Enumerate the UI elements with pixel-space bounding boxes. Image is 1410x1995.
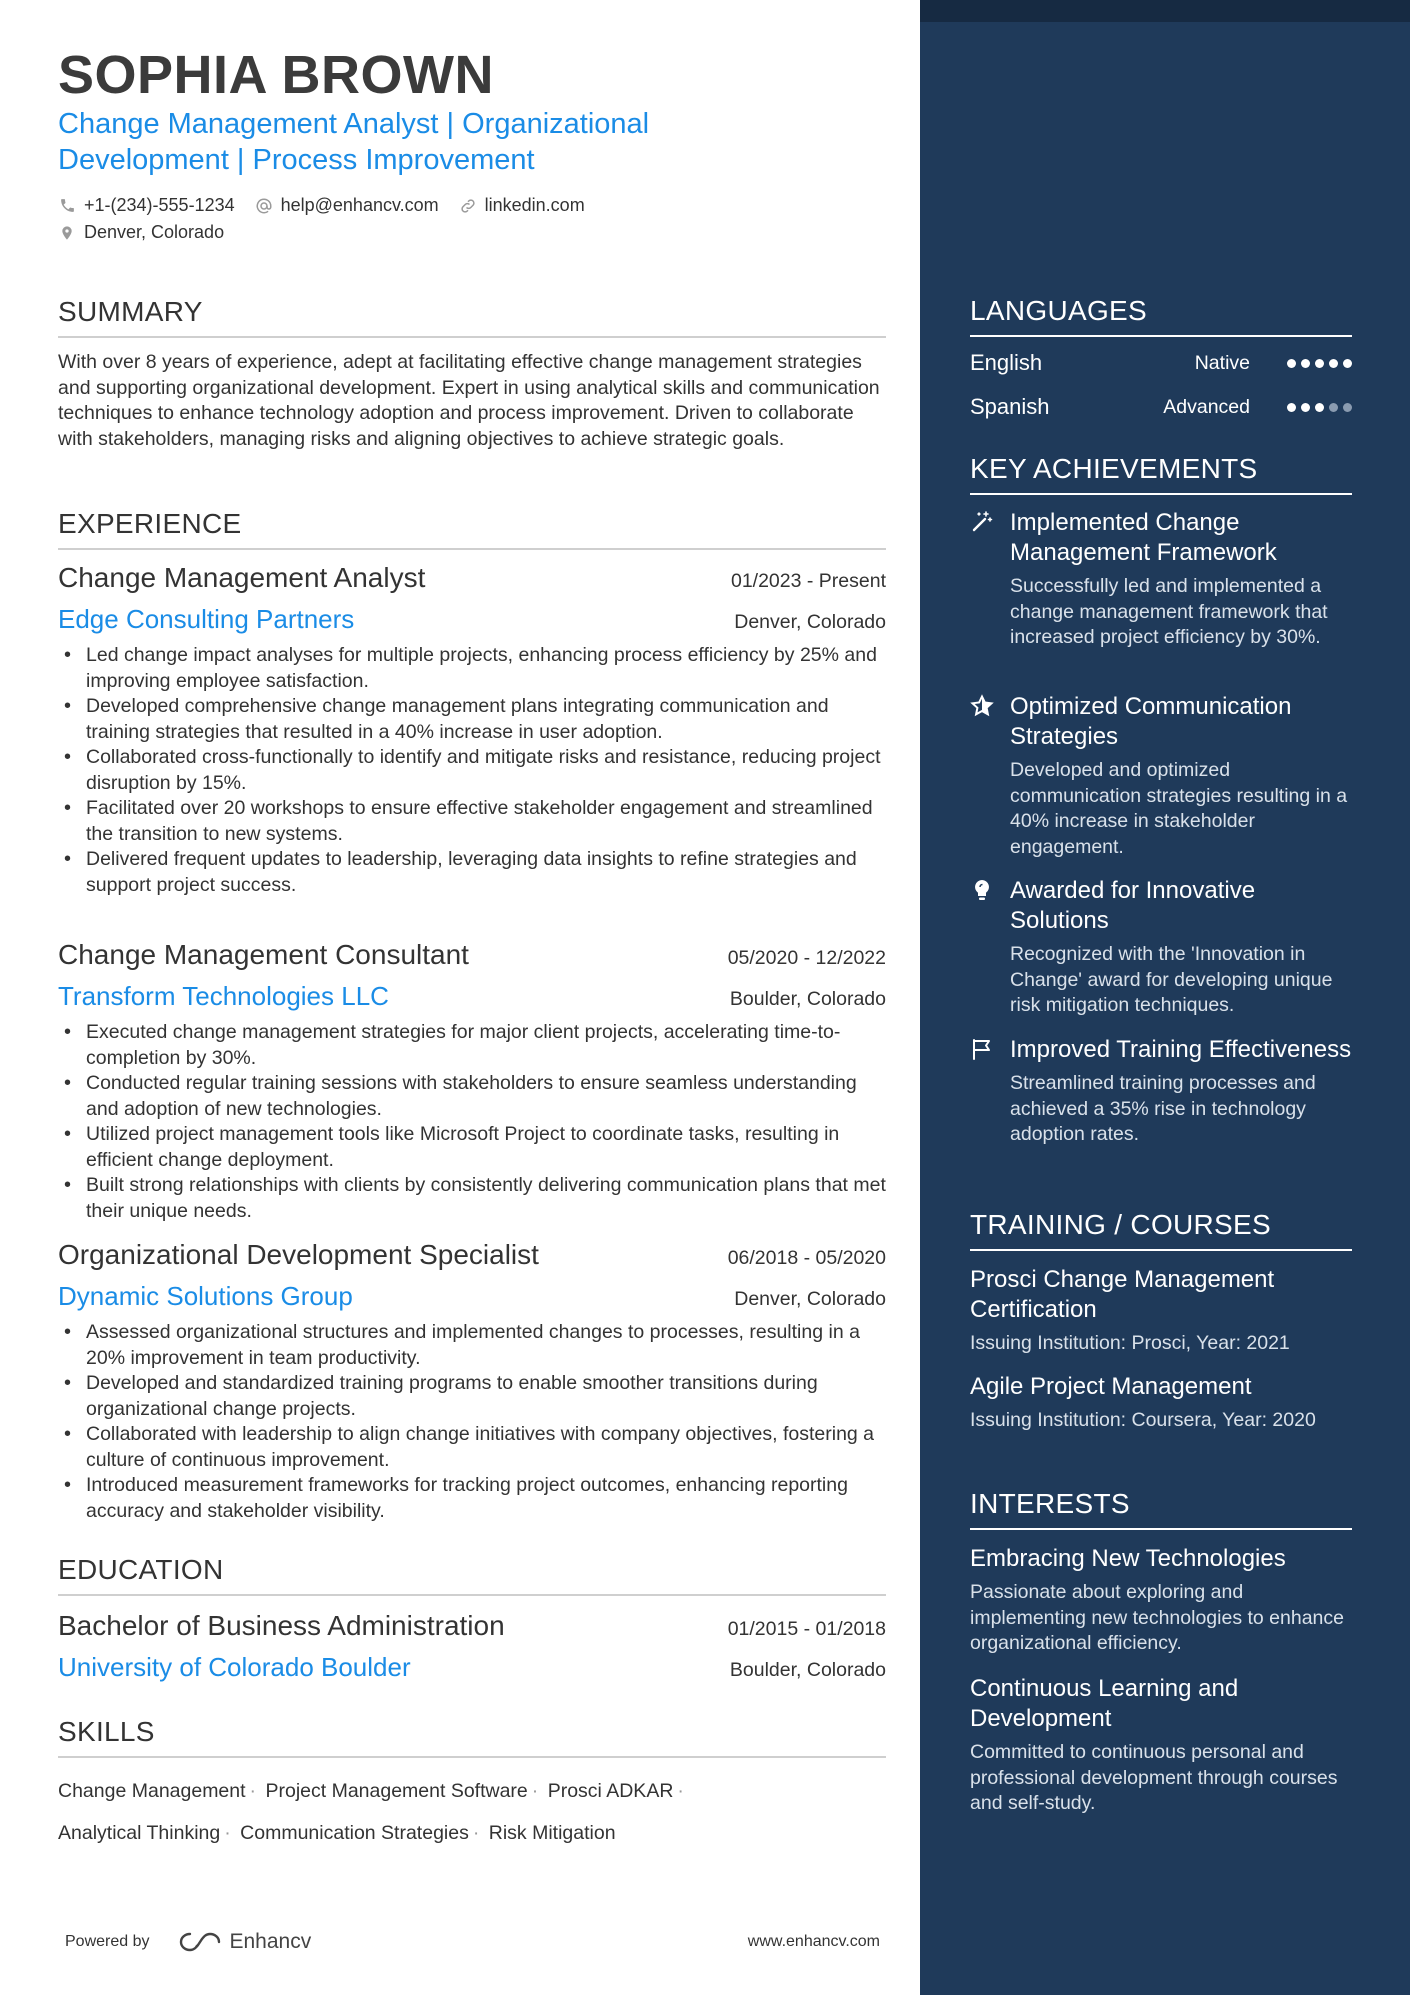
summary-text: With over 8 years of experience, adept at facilitating effective change management strategies and supporting organizational development. Expert in using analytical skills and communication techniques to enhance technology adoption and process improvement. Driven to collaborate with stakeholders, managing risks and aligning objectives to achieve strategic goals. (58, 351, 880, 450)
job-entry (58, 562, 886, 898)
achievement-item (970, 692, 1352, 860)
languages-heading: LANGUAGES (970, 295, 1352, 337)
interest-item (970, 1544, 1352, 1657)
footer (65, 1930, 880, 1954)
bullet-item: • Developed and standardized training programs to enable smoother transitions during organizational change projects. (58, 1371, 886, 1422)
bullet-item: • Collaborated with leadership to align change initiatives with company objectives, fostering a culture of continuous improvement. (58, 1422, 886, 1473)
summary-heading: SUMMARY (58, 296, 886, 338)
phone-icon (58, 197, 76, 215)
language-rating (1282, 359, 1352, 368)
bullet-item: • Delivered frequent updates to leadership, leveraging data insights to refine strategies and support project success. (58, 847, 886, 898)
skill-item: Risk Mitigation (488, 1822, 616, 1844)
bullet-item: • Led change impact analyses for multiple projects, enhancing process efficiency by 25% and improving employee satisfaction. (58, 643, 886, 694)
language-level: Advanced (1163, 395, 1250, 418)
achievement-title: Implemented Change Management Framework (1010, 509, 1277, 566)
achievement-desc: Recognized with the 'Innovation in Change' award for developing unique risk mitigation techniques. (1010, 943, 1333, 1016)
language-name: English (970, 350, 1043, 375)
job-title: Change Management Consultant (58, 939, 469, 970)
magic-wand-icon (970, 510, 994, 534)
education-heading: EDUCATION (58, 1554, 886, 1596)
achievement-title: Optimized Communication Strategies (1010, 693, 1292, 750)
job-bullets (58, 1320, 886, 1524)
bullet-item: • Introduced measurement frameworks for tracking project outcomes, enhancing reporting accuracy and stakeholder visibility. (58, 1473, 886, 1524)
star-icon (970, 694, 994, 718)
bullet-item: • Developed comprehensive change management plans integrating communication and training strategies that resulted in a 40% increase in user adoption. (58, 694, 886, 745)
achievement-desc: Streamlined training processes and achieved a 35% rise in technology adoption rates. (1010, 1072, 1316, 1145)
contact-location (58, 222, 224, 243)
rating-dot (1315, 359, 1324, 368)
company-name: Dynamic Solutions Group (58, 1281, 353, 1311)
lightbulb-icon (970, 878, 994, 902)
language-name: Spanish (970, 394, 1050, 419)
rating-dot (1287, 403, 1296, 412)
skills-list: Change Management · Project Management Software · Prosci ADKAR · Analytical Thinking · Communication Strategies · Risk Mitigation (58, 1780, 684, 1844)
bullet-item: • Built strong relationships with clients by consistently delivering communication plans that met their unique needs. (58, 1173, 886, 1224)
job-date: 05/2020 - 12/2022 (727, 947, 886, 969)
bullet-item: • Assessed organizational structures and implemented changes to processes, resulting in a 20% improvement in team productivity. (58, 1320, 886, 1371)
job-entry (58, 1239, 886, 1524)
rating-dot (1329, 403, 1338, 412)
enhancv-logo[interactable] (178, 1930, 312, 1954)
achievement-title: Awarded for Innovative Solutions (1010, 877, 1256, 934)
achievement-title: Improved Training Effectiveness (1010, 1036, 1352, 1063)
rating-dot (1315, 403, 1324, 412)
sidebar-column (920, 0, 1410, 1995)
language-rating (1282, 403, 1352, 412)
achievements-heading: KEY ACHIEVEMENTS (970, 453, 1352, 495)
linkedin-text[interactable]: linkedin.com (484, 195, 585, 215)
job-location: Denver, Colorado (734, 1288, 886, 1310)
sidebar-top-strip (920, 0, 1410, 22)
interest-item (970, 1674, 1352, 1817)
course-title: Prosci Change Management Certification (970, 1266, 1275, 1323)
course-item (970, 1265, 1352, 1357)
phone-text[interactable]: +1-(234)-555-1234 (84, 195, 235, 215)
company-name: Edge Consulting Partners (58, 604, 355, 634)
interest-desc: Committed to continuous personal and professional development through courses and self-study. (970, 1741, 1338, 1814)
contact-linkedin (459, 195, 585, 216)
at-sign-icon (255, 197, 273, 215)
interest-title: Embracing New Technologies (970, 1545, 1286, 1572)
skill-item: Analytical Thinking (58, 1822, 221, 1844)
location-text: Denver, Colorado (84, 222, 225, 242)
bullet-item: • Conducted regular training sessions with stakeholders to ensure seamless understanding and adoption of new technologies. (58, 1071, 886, 1122)
contact-row-2 (58, 222, 244, 243)
skill-item: Communication Strategies (240, 1822, 469, 1844)
rating-dot (1301, 403, 1310, 412)
enhancv-brand: Enhancv (229, 1930, 312, 1953)
job-bullets (58, 1020, 886, 1224)
rating-dot (1343, 359, 1352, 368)
achievement-item (970, 1035, 1352, 1148)
course-desc: Issuing Institution: Prosci, Year: 2021 (970, 1332, 1290, 1354)
education-entry (58, 1610, 886, 1683)
school-name: University of Colorado Boulder (58, 1652, 411, 1682)
skill-item: Prosci ADKAR (547, 1780, 674, 1802)
course-item (970, 1372, 1352, 1434)
interest-title: Continuous Learning and Development (970, 1675, 1239, 1732)
powered-by-label: Powered by (65, 1933, 150, 1950)
course-title: Agile Project Management (970, 1373, 1252, 1400)
flag-icon (970, 1037, 994, 1061)
email-text[interactable]: help@enhancv.com (280, 195, 439, 215)
achievement-desc: Developed and optimized communication strategies resulting in a 40% increase in stakeholder engagement. (1010, 759, 1348, 858)
location-pin-icon (58, 224, 76, 242)
degree-title: Bachelor of Business Administration (58, 1610, 505, 1641)
contact-row (58, 195, 605, 216)
training-heading: TRAINING / COURSES (970, 1209, 1352, 1251)
skill-item: Project Management Software (265, 1780, 528, 1802)
job-date: 06/2018 - 05/2020 (727, 1247, 886, 1269)
contact-phone (58, 195, 235, 216)
bullet-item: • Utilized project management tools like Microsoft Project to coordinate tasks, resulting in efficient change deployment. (58, 1122, 886, 1173)
interests-heading: INTERESTS (970, 1488, 1352, 1530)
language-row (970, 350, 1352, 376)
job-title: Organizational Development Specialist (58, 1239, 539, 1270)
skill-item: Change Management (58, 1780, 246, 1802)
achievement-desc: Successfully led and implemented a change management framework that increased project efficiency by 30%. (1010, 575, 1328, 648)
language-level: Native (1194, 351, 1250, 374)
achievement-item (970, 508, 1352, 651)
bullet-item: • Collaborated cross-functionally to identify and mitigate risks and resistance, reducing project disruption by 15%. (58, 745, 886, 796)
contact-email (255, 195, 439, 216)
rating-dot (1343, 403, 1352, 412)
bullet-item: • Facilitated over 20 workshops to ensure effective stakeholder engagement and streamlined the transition to new systems. (58, 796, 886, 847)
interest-desc: Passionate about exploring and implementing new technologies to enhance organizational efficiency. (970, 1581, 1344, 1654)
company-name: Transform Technologies LLC (58, 981, 389, 1011)
school-location: Boulder, Colorado (729, 1659, 886, 1681)
job-location: Boulder, Colorado (729, 988, 886, 1010)
job-bullets (58, 643, 886, 898)
experience-heading: EXPERIENCE (58, 508, 886, 550)
rating-dot (1287, 359, 1296, 368)
website-link[interactable]: www.enhancv.com (747, 1933, 880, 1950)
job-entry (58, 939, 886, 1224)
course-desc: Issuing Institution: Coursera, Year: 2020 (970, 1409, 1316, 1431)
job-title: Change Management Analyst (58, 562, 426, 593)
language-row (970, 394, 1352, 420)
rating-dot (1301, 359, 1310, 368)
candidate-name: SOPHIA BROWN (58, 45, 494, 105)
candidate-tagline: Change Management Analyst | Organizational Development | Process Improvement (58, 108, 650, 176)
education-date: 01/2015 - 01/2018 (727, 1618, 886, 1640)
skills-heading: SKILLS (58, 1716, 886, 1758)
job-location: Denver, Colorado (734, 611, 886, 633)
achievement-item (970, 876, 1352, 1019)
job-date: 01/2023 - Present (730, 570, 886, 592)
link-icon (459, 197, 477, 215)
enhancv-logo-icon (178, 1930, 224, 1954)
bullet-item: • Executed change management strategies for major client projects, accelerating time-to-completion by 30%. (58, 1020, 886, 1071)
rating-dot (1329, 359, 1338, 368)
